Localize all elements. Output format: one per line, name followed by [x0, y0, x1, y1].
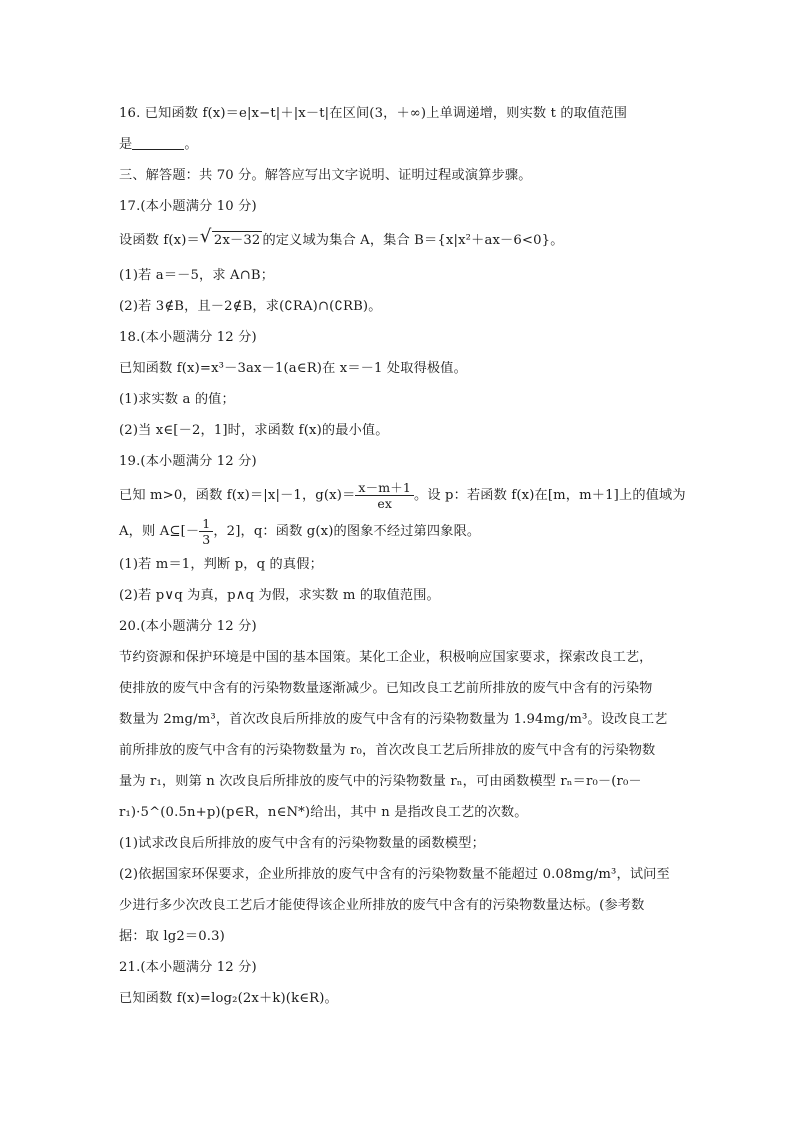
q20-line-4: 前所排放的废气中含有的污染物数量为 r₀，首次改良工艺后所排放的废气中含有的污染物数	[119, 743, 656, 758]
q19-stem-b: 。设 p：若函数 f(x)在[m，m＋1]上的值域为	[414, 488, 686, 503]
q19-stem	[119, 477, 686, 515]
q16-line-1: 16. 已知函数 f(x)＝e|x−t|＋|x－t|在区间(3，＋∞)上单调递增，则实数 t 的取值范围	[119, 106, 628, 121]
q17-stem-a: 设函数 f(x)＝	[119, 233, 200, 248]
q20-line-6: r₁)·5^(0.5n+p)(p∈R，n∈N*)给出，其中 n 是指改良工艺的次数。	[119, 805, 528, 820]
q19-line-2	[119, 515, 679, 549]
q16-text: 是	[119, 137, 133, 152]
fraction-g	[355, 480, 414, 511]
fraction-denominator: ex	[377, 496, 393, 511]
q17-part-1: (1)若 a＝－5，求 A∩B；	[119, 268, 275, 283]
q20-part-1: (1)试求改良后所排放的废气中含有的污染物数量的函数模型；	[119, 836, 485, 851]
q16-end: 。	[184, 137, 198, 152]
q20-part-2-line-1: (2)依据国家环保要求，企业所排放的废气中含有的污染物数量不能超过 0.08mg/m³，试问至	[119, 867, 670, 882]
q19-part-2: (2)若 p∨q 为真，p∧q 为假，求实数 m 的取值范围。	[119, 588, 440, 603]
q20-line-3: 数量为 2mg/m³，首次改良后所排放的废气中含有的污染物数量为 1.94mg/m³。设改良工艺	[119, 712, 668, 727]
sqrt-sign-icon: √	[199, 226, 212, 247]
sqrt-body: 2x－32	[213, 233, 261, 248]
fraction2-denominator: 3	[202, 532, 211, 547]
q20-line-2: 使排放的废气中含有的污染物数量逐渐减少。已知改良工艺前所排放的废气中含有的污染物	[119, 681, 653, 696]
q20-part-2-line-3: 据：取 lg2＝0.3)	[119, 929, 225, 944]
q20-line-5: 量为 r₁，则第 n 次改良后所排放的废气中的污染物数量 rₙ，可由函数模型 rₙ＝r₀－(r₀－	[119, 774, 642, 789]
q20-title: 20.(本小题满分 12 分)	[119, 619, 257, 634]
q19-title: 19.(本小题满分 12 分)	[119, 454, 257, 469]
q16-line-2	[119, 129, 679, 160]
sqrt-expression	[200, 222, 263, 260]
q17-title: 17.(本小题满分 10 分)	[119, 199, 257, 214]
q17-stem	[119, 222, 679, 260]
fraction-numerator: x－m＋1	[355, 480, 414, 496]
answer-blank	[132, 135, 184, 150]
q21-title: 21.(本小题满分 12 分)	[119, 960, 257, 975]
q17-part-2: (2)若 3∉B，且－2∉B，求(∁RA)∩(∁RB)。	[119, 299, 382, 314]
q19-part-1: (1)若 m＝1，判断 p，q 的真假；	[119, 557, 323, 572]
section-3-heading: 三、解答题：共 70 分。解答应写出文字说明、证明过程或演算步骤。	[119, 168, 532, 183]
q18-stem: 已知函数 f(x)=x³－3ax－1(a∈R)在 x＝－1 处取得极值。	[119, 361, 467, 376]
q18-part-1: (1)求实数 a 的值；	[119, 392, 235, 407]
exam-page	[119, 98, 686, 1014]
q20-line-1: 节约资源和保护环境是中国的基本国策。某化工企业，积极响应国家要求，探索改良工艺，	[119, 650, 653, 665]
q17-stem-b: 的定义域为集合 A，集合 B＝{x|x²＋ax－6<0}。	[262, 233, 564, 248]
q18-title: 18.(本小题满分 12 分)	[119, 330, 257, 345]
q19-l2a: A，则 A⊆[－	[119, 524, 200, 539]
q19-stem-a: 已知 m>0，函数 f(x)＝|x|－1，g(x)＝	[119, 488, 356, 503]
q19-l2b: ，2]，q：函数 g(x)的图象不经过第四象限。	[213, 524, 481, 539]
q21-stem: 已知函数 f(x)=log₂(2x＋k)(k∈R)。	[119, 991, 338, 1006]
fraction2-numerator: 1	[199, 516, 213, 532]
q18-part-2: (2)当 x∈[－2，1]时，求函数 f(x)的最小值。	[119, 423, 389, 438]
q20-part-2-line-2: 少进行多少次改良工艺后才能使得该企业所排放的废气中含有的污染物数量达标。(参考数	[119, 898, 645, 913]
fraction-one-third	[199, 516, 213, 547]
